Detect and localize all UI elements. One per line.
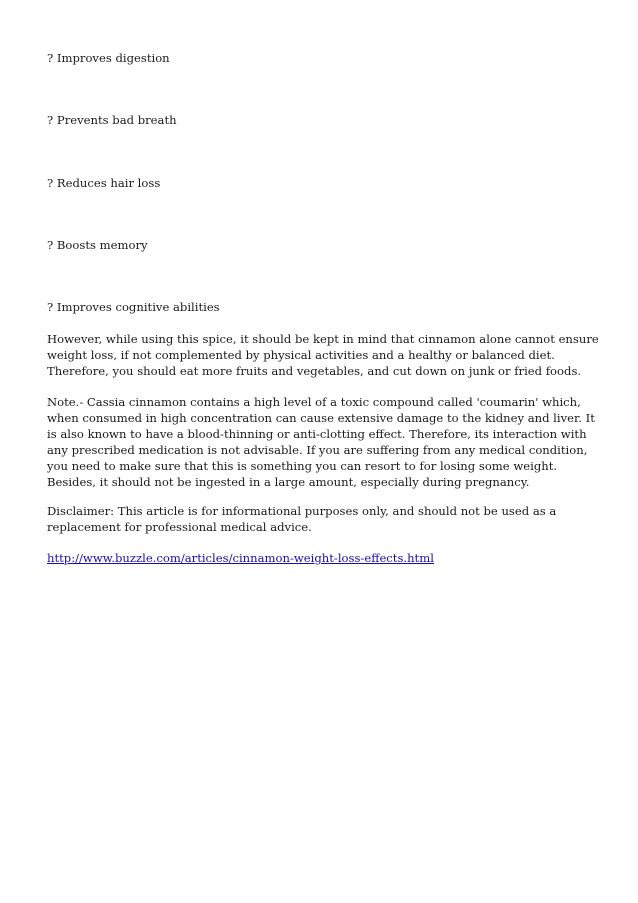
source-link[interactable]: http://www.buzzle.com/articles/cinnamon-weight-loss-effects.html bbox=[47, 551, 434, 565]
bullet-boosts-memory: ? Boosts memory bbox=[47, 238, 148, 252]
paragraph-disclaimer: Disclaimer: This article is for informational purposes only, and should not be used as a replacement for professional medical advice. bbox=[47, 504, 557, 534]
bullet-reduces-hair-loss: ? Reduces hair loss bbox=[47, 176, 161, 190]
paragraph-coumarin-note: Note.- Cassia cinnamon contains a high level of a toxic compound called 'coumarin' which, when consumed in high concentration can cause extensive damage to the kidney and liver. It is also known to have a blood-thinning or anti-clotting effect. Therefore, its interaction with any prescribed medication is not advisable. If you are suffering from any medical condition, you need to make sure that this is something you can resort to for losing some weight. Besides, it should not be ingested in a large amount, especially during pregnancy. bbox=[47, 395, 595, 489]
paragraph-diet-advice: However, while using this spice, it should be kept in mind that cinnamon alone cannot ensure weight loss, if not complemented by physical activities and a healthy or balanced diet. Therefore, you should eat more fruits and vegetables, and cut down on junk or fried foods. bbox=[47, 332, 599, 378]
bullet-improves-cognitive-abilities: ? Improves cognitive abilities bbox=[47, 300, 220, 314]
bullet-improves-digestion: ? Improves digestion bbox=[47, 51, 170, 65]
bullet-prevents-bad-breath: ? Prevents bad breath bbox=[47, 113, 177, 127]
